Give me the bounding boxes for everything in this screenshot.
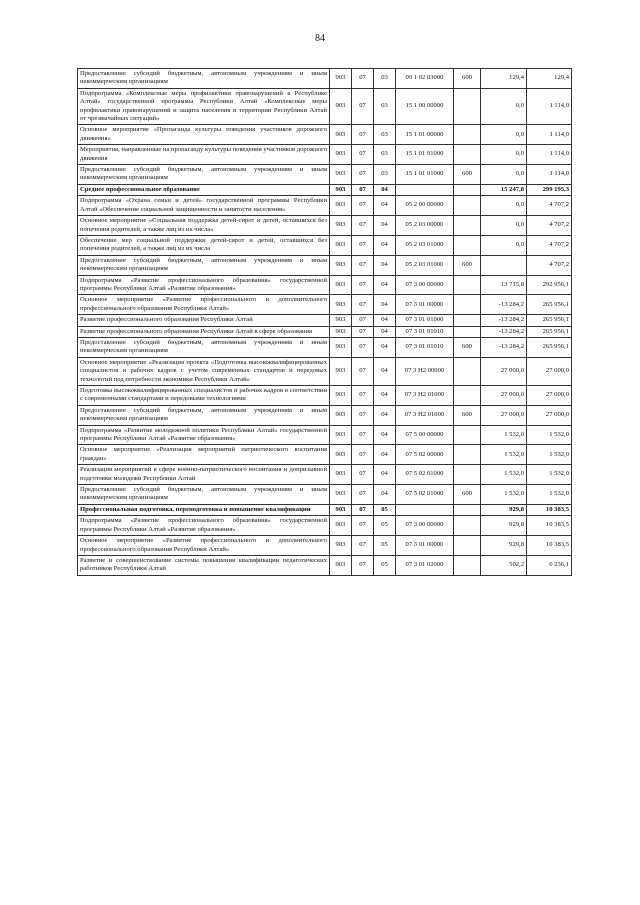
row-description: Обеспечение мер социальной поддержки детей-сирот и детей, оставшихся без попечения родителей, а также лиц из их числа — [78, 235, 330, 255]
row-description: Основное мероприятие «Реализация мероприятий патриотического воспитания граждан» — [78, 445, 330, 465]
row-description: Подпрограмма «Комплексные меры профилактики правонарушений в Республике Алтай» государственной программы Республики Алтай «Комплексные меры профилактики правонарушений и защита населения и территории Республики Алтай от чрезвычайных ситуаций» — [78, 88, 330, 125]
row-description: Предоставление субсидий бюджетным, автономным учреждениям и иным некоммерческим организациям — [78, 165, 330, 185]
row-amount-change: 0,0 — [481, 145, 527, 165]
row-expense-type — [454, 145, 481, 165]
row-subsection-code: 04 — [374, 235, 396, 255]
row-subsection-code: 03 — [374, 88, 396, 125]
row-grbs-code: 903 — [330, 255, 352, 275]
row-amount-change: 27 000,0 — [481, 386, 527, 406]
row-grbs-code: 903 — [330, 425, 352, 445]
row-subsection-code: 05 — [374, 536, 396, 556]
page-number: 84 — [315, 33, 325, 44]
row-grbs-code: 903 — [330, 69, 352, 89]
row-section-code: 07 — [352, 315, 374, 326]
row-amount-total: 265 956,1 — [527, 326, 572, 337]
row-expense-type — [454, 536, 481, 556]
row-expense-type — [454, 555, 481, 575]
row-section-code: 07 — [352, 337, 374, 357]
table-row — [78, 69, 572, 89]
row-expense-type — [454, 516, 481, 536]
table-row — [78, 465, 572, 485]
row-target-article: 05 2 03 01000 — [396, 235, 454, 255]
row-expense-type — [454, 445, 481, 465]
row-section-code: 07 — [352, 165, 374, 185]
row-target-article: 15 1 01 01000 — [396, 145, 454, 165]
row-amount-total: 6 236,1 — [527, 555, 572, 575]
row-amount-total: 27 000,0 — [527, 357, 572, 385]
row-amount-change: 0,0 — [481, 88, 527, 125]
row-amount-total: 27 000,0 — [527, 386, 572, 406]
row-expense-type — [454, 295, 481, 315]
row-subsection-code: 04 — [374, 425, 396, 445]
row-grbs-code: 903 — [330, 125, 352, 145]
row-subsection-code: 04 — [374, 216, 396, 236]
row-section-code: 07 — [352, 405, 374, 425]
row-amount-total: 1 114,0 — [527, 145, 572, 165]
row-section-code: 07 — [352, 504, 374, 515]
row-amount-change: 27 000,0 — [481, 405, 527, 425]
table-row — [78, 536, 572, 556]
row-amount-total: 1 532,0 — [527, 425, 572, 445]
table-row — [78, 165, 572, 185]
row-target-article: 07 3 01 01010 — [396, 326, 454, 337]
table-row — [78, 196, 572, 216]
row-description: Развитие и совершенствование системы повышения квалификации педагогических работников Республики Алтай — [78, 555, 330, 575]
row-expense-type: 600 — [454, 165, 481, 185]
row-subsection-code: 03 — [374, 69, 396, 89]
row-section-code: 07 — [352, 516, 374, 536]
budget-table-body — [78, 69, 572, 576]
row-expense-type — [454, 196, 481, 216]
row-grbs-code: 903 — [330, 357, 352, 385]
row-amount-total: 10 383,5 — [527, 504, 572, 515]
row-section-code: 07 — [352, 536, 374, 556]
row-subsection-code: 03 — [374, 165, 396, 185]
row-target-article: 07 3 01 01000 — [396, 315, 454, 326]
row-amount-total: 4 707,2 — [527, 196, 572, 216]
row-grbs-code: 903 — [330, 275, 352, 295]
row-subsection-code: 03 — [374, 145, 396, 165]
row-amount-change: 1 532,0 — [481, 425, 527, 445]
row-subsection-code: 04 — [374, 295, 396, 315]
table-row — [78, 445, 572, 465]
row-amount-total: 27 000,0 — [527, 405, 572, 425]
row-description: Развитие профессионального образования Республики Алтай — [78, 315, 330, 326]
row-target-article — [396, 504, 454, 515]
row-expense-type — [454, 504, 481, 515]
row-amount-total: 4 707,2 — [527, 216, 572, 236]
table-row — [78, 235, 572, 255]
row-subsection-code: 04 — [374, 465, 396, 485]
row-section-code: 07 — [352, 88, 374, 125]
row-amount-change: -13 284,2 — [481, 337, 527, 357]
table-row — [78, 425, 572, 445]
row-section-code: 07 — [352, 196, 374, 216]
table-row — [78, 216, 572, 236]
row-amount-change: 27 000,0 — [481, 357, 527, 385]
row-grbs-code: 903 — [330, 536, 352, 556]
row-grbs-code: 903 — [330, 337, 352, 357]
row-expense-type — [454, 275, 481, 295]
table-row — [78, 555, 572, 575]
row-amount-change — [481, 255, 527, 275]
row-amount-total: 1 532,0 — [527, 465, 572, 485]
row-amount-change: 0,0 — [481, 235, 527, 255]
row-amount-change: -13 284,2 — [481, 295, 527, 315]
row-expense-type — [454, 357, 481, 385]
row-target-article: 07 3 01 00000 — [396, 536, 454, 556]
row-description: Мероприятия, направленные на пропаганду культуры поведения участников дорожного движения — [78, 145, 330, 165]
row-amount-total: 1 532,0 — [527, 445, 572, 465]
row-section-code: 07 — [352, 465, 374, 485]
row-target-article: 07 5 00 00000 — [396, 425, 454, 445]
row-target-article: 07 3 01 00000 — [396, 295, 454, 315]
row-amount-change: 0,0 — [481, 196, 527, 216]
row-grbs-code: 903 — [330, 326, 352, 337]
row-amount-total: 129,4 — [527, 69, 572, 89]
row-grbs-code: 903 — [330, 386, 352, 406]
row-section-code: 07 — [352, 255, 374, 275]
row-section-code: 07 — [352, 326, 374, 337]
row-grbs-code: 903 — [330, 184, 352, 195]
table-row — [78, 516, 572, 536]
row-description: Профессиональная подготовка, переподготовка и повышение квалификации — [78, 504, 330, 515]
row-grbs-code: 903 — [330, 196, 352, 216]
row-description: Основное мероприятие «Социальная поддержка детей-сирот и детей, оставшихся без попечения родителей, а также лиц из их числа» — [78, 216, 330, 236]
row-amount-total: 1 114,0 — [527, 125, 572, 145]
row-amount-change: 929,8 — [481, 536, 527, 556]
table-row — [78, 145, 572, 165]
row-expense-type: 600 — [454, 337, 481, 357]
row-expense-type — [454, 425, 481, 445]
row-target-article: 07 3 Н2 01000 — [396, 405, 454, 425]
row-expense-type — [454, 216, 481, 236]
table-row — [78, 184, 572, 195]
table-row — [78, 405, 572, 425]
row-expense-type — [454, 125, 481, 145]
row-section-code: 07 — [352, 184, 374, 195]
row-grbs-code: 903 — [330, 485, 352, 505]
row-grbs-code: 903 — [330, 315, 352, 326]
row-description: Основное мероприятие «Развитие профессионального и дополнительного профессионального образования Республики Алтай» — [78, 295, 330, 315]
row-section-code: 07 — [352, 295, 374, 315]
row-description: Подпрограмма «Развитие молодежной политики Республики Алтай» государственной программы Республики Алтай «Развитие образования» — [78, 425, 330, 445]
row-amount-change: 129,4 — [481, 69, 527, 89]
row-description: Среднее профессиональное образование — [78, 184, 330, 195]
row-subsection-code: 04 — [374, 326, 396, 337]
row-section-code: 07 — [352, 386, 374, 406]
row-target-article: 07 3 01 02000 — [396, 555, 454, 575]
row-subsection-code: 05 — [374, 555, 396, 575]
table-row — [78, 485, 572, 505]
row-amount-total: 10 383,5 — [527, 536, 572, 556]
row-grbs-code: 903 — [330, 405, 352, 425]
row-expense-type — [454, 315, 481, 326]
budget-table — [77, 68, 572, 576]
row-target-article: 07 3 00 00000 — [396, 516, 454, 536]
row-expense-type — [454, 386, 481, 406]
row-section-code: 07 — [352, 275, 374, 295]
row-grbs-code: 903 — [330, 555, 352, 575]
row-subsection-code: 04 — [374, 405, 396, 425]
table-row — [78, 295, 572, 315]
row-amount-change: 0,0 — [481, 125, 527, 145]
row-grbs-code: 903 — [330, 516, 352, 536]
row-subsection-code: 04 — [374, 386, 396, 406]
row-subsection-code: 04 — [374, 196, 396, 216]
row-subsection-code: 03 — [374, 125, 396, 145]
row-amount-total: 1 114,0 — [527, 165, 572, 185]
row-amount-total: 299 195,3 — [527, 184, 572, 195]
row-subsection-code: 04 — [374, 184, 396, 195]
table-row — [78, 357, 572, 385]
row-amount-change: 929,8 — [481, 504, 527, 515]
row-description: Предоставление субсидий бюджетным, автономным учреждениям и иным некоммерческим организациям — [78, 255, 330, 275]
row-amount-change: 1 532,0 — [481, 465, 527, 485]
row-amount-change: 1 532,0 — [481, 485, 527, 505]
row-amount-total: 10 383,5 — [527, 516, 572, 536]
row-target-article: 15 1 01 00000 — [396, 125, 454, 145]
table-row — [78, 386, 572, 406]
row-expense-type: 600 — [454, 485, 481, 505]
row-target-article: 15 1 00 00000 — [396, 88, 454, 125]
row-grbs-code: 903 — [330, 504, 352, 515]
row-subsection-code: 04 — [374, 357, 396, 385]
row-amount-change: 502,2 — [481, 555, 527, 575]
row-description: Подпрограмма «Развитие профессионального образования» государственной программы Республики Алтай «Развитие образования» — [78, 275, 330, 295]
row-amount-change: 15 247,8 — [481, 184, 527, 195]
row-target-article: 15 1 01 01000 — [396, 165, 454, 185]
row-amount-change: -13 284,2 — [481, 315, 527, 326]
table-row — [78, 315, 572, 326]
row-section-code: 07 — [352, 445, 374, 465]
row-target-article: 07 3 Н2 01000 — [396, 386, 454, 406]
table-row — [78, 88, 572, 125]
row-amount-change: 0,0 — [481, 165, 527, 185]
table-row — [78, 504, 572, 515]
table-row — [78, 275, 572, 295]
table-row — [78, 255, 572, 275]
row-section-code: 07 — [352, 485, 374, 505]
row-subsection-code: 04 — [374, 315, 396, 326]
row-amount-change: 929,8 — [481, 516, 527, 536]
row-amount-total: 265 956,1 — [527, 315, 572, 326]
row-target-article: 05 2 03 00000 — [396, 216, 454, 236]
row-expense-type — [454, 465, 481, 485]
row-subsection-code: 04 — [374, 445, 396, 465]
row-grbs-code: 903 — [330, 235, 352, 255]
row-subsection-code: 04 — [374, 337, 396, 357]
row-expense-type — [454, 235, 481, 255]
row-grbs-code: 903 — [330, 295, 352, 315]
row-subsection-code: 04 — [374, 275, 396, 295]
row-subsection-code: 04 — [374, 255, 396, 275]
row-description: Предоставление субсидий бюджетным, автономным учреждениям и иным некоммерческим организациям — [78, 485, 330, 505]
row-amount-change: 1 532,0 — [481, 445, 527, 465]
row-grbs-code: 903 — [330, 465, 352, 485]
row-subsection-code: 05 — [374, 504, 396, 515]
row-description: Подпрограмма «Охрана семьи и детей» государственной программы Республики Алтай «Обеспечение социальной защищенности и занятости населения» — [78, 196, 330, 216]
table-row — [78, 337, 572, 357]
row-amount-total: 4 707,2 — [527, 235, 572, 255]
row-amount-total: 1 114,0 — [527, 88, 572, 125]
row-target-article — [396, 184, 454, 195]
row-section-code: 07 — [352, 125, 374, 145]
row-subsection-code: 05 — [374, 516, 396, 536]
row-section-code: 07 — [352, 555, 374, 575]
row-target-article: 07 3 01 01010 — [396, 337, 454, 357]
row-grbs-code: 903 — [330, 145, 352, 165]
row-grbs-code: 903 — [330, 88, 352, 125]
row-target-article: 07 5 02 01000 — [396, 485, 454, 505]
row-amount-total: 265 956,1 — [527, 337, 572, 357]
row-section-code: 07 — [352, 69, 374, 89]
row-amount-total: 1 532,0 — [527, 485, 572, 505]
row-amount-total: 4 707,2 — [527, 255, 572, 275]
row-target-article: 05 2 03 01000 — [396, 255, 454, 275]
row-grbs-code: 903 — [330, 165, 352, 185]
row-description: Предоставление субсидий бюджетным, автономным учреждениям и иным некоммерческим организациям — [78, 405, 330, 425]
row-description: Основное мероприятие «Реализация проекта «Подготовка высококвалифицированных специалистов и рабочих кадров с учетом современных стандартов и передовых технологий под потребности экономики Республики Алтай» — [78, 357, 330, 385]
row-target-article: 07 3 00 00000 — [396, 275, 454, 295]
row-grbs-code: 903 — [330, 445, 352, 465]
row-amount-change: 0,0 — [481, 216, 527, 236]
row-section-code: 07 — [352, 145, 374, 165]
table-row — [78, 125, 572, 145]
row-description: Основное мероприятие «Пропаганда культуры поведения участников дорожного движения» — [78, 125, 330, 145]
row-section-code: 07 — [352, 235, 374, 255]
row-target-article: 07 5 02 01000 — [396, 465, 454, 485]
row-target-article: 07 5 02 00000 — [396, 445, 454, 465]
row-target-article: 07 3 Н2 00000 — [396, 357, 454, 385]
row-grbs-code: 903 — [330, 216, 352, 236]
row-target-article: 09 1 02 03000 — [396, 69, 454, 89]
row-expense-type — [454, 184, 481, 195]
row-amount-total: 292 956,1 — [527, 275, 572, 295]
row-description: Предоставление субсидий бюджетным, автономным учреждениям и иным некоммерческим организациям — [78, 337, 330, 357]
row-amount-total: 265 956,1 — [527, 295, 572, 315]
row-expense-type: 600 — [454, 255, 481, 275]
row-description: Подготовка высококвалифицированных специалистов и рабочих кадров в соответствии с современными стандартами и передовыми технологиями — [78, 386, 330, 406]
row-description: Предоставление субсидий бюджетным, автономным учреждениям и иным некоммерческим организациям — [78, 69, 330, 89]
table-row — [78, 326, 572, 337]
row-section-code: 07 — [352, 216, 374, 236]
row-description: Основное мероприятие «Развитие профессионального и дополнительного профессионального образования Республики Алтай» — [78, 536, 330, 556]
row-amount-change: 13 715,8 — [481, 275, 527, 295]
row-expense-type: 600 — [454, 405, 481, 425]
row-target-article: 05 2 00 00000 — [396, 196, 454, 216]
row-expense-type — [454, 88, 481, 125]
row-subsection-code: 04 — [374, 485, 396, 505]
row-section-code: 07 — [352, 357, 374, 385]
row-section-code: 07 — [352, 425, 374, 445]
row-amount-change: -13 284,2 — [481, 326, 527, 337]
row-description: Реализация мероприятий в сфере военно-патриотического воспитания и допризывной подготовки молодежи Республики Алтай — [78, 465, 330, 485]
row-description: Подпрограмма «Развитие профессионального образования» государственной программы Республики Алтай «Развитие образования» — [78, 516, 330, 536]
row-description: Развитие профессионального образования Республики Алтай в сфере образования — [78, 326, 330, 337]
row-expense-type: 600 — [454, 69, 481, 89]
row-expense-type — [454, 326, 481, 337]
